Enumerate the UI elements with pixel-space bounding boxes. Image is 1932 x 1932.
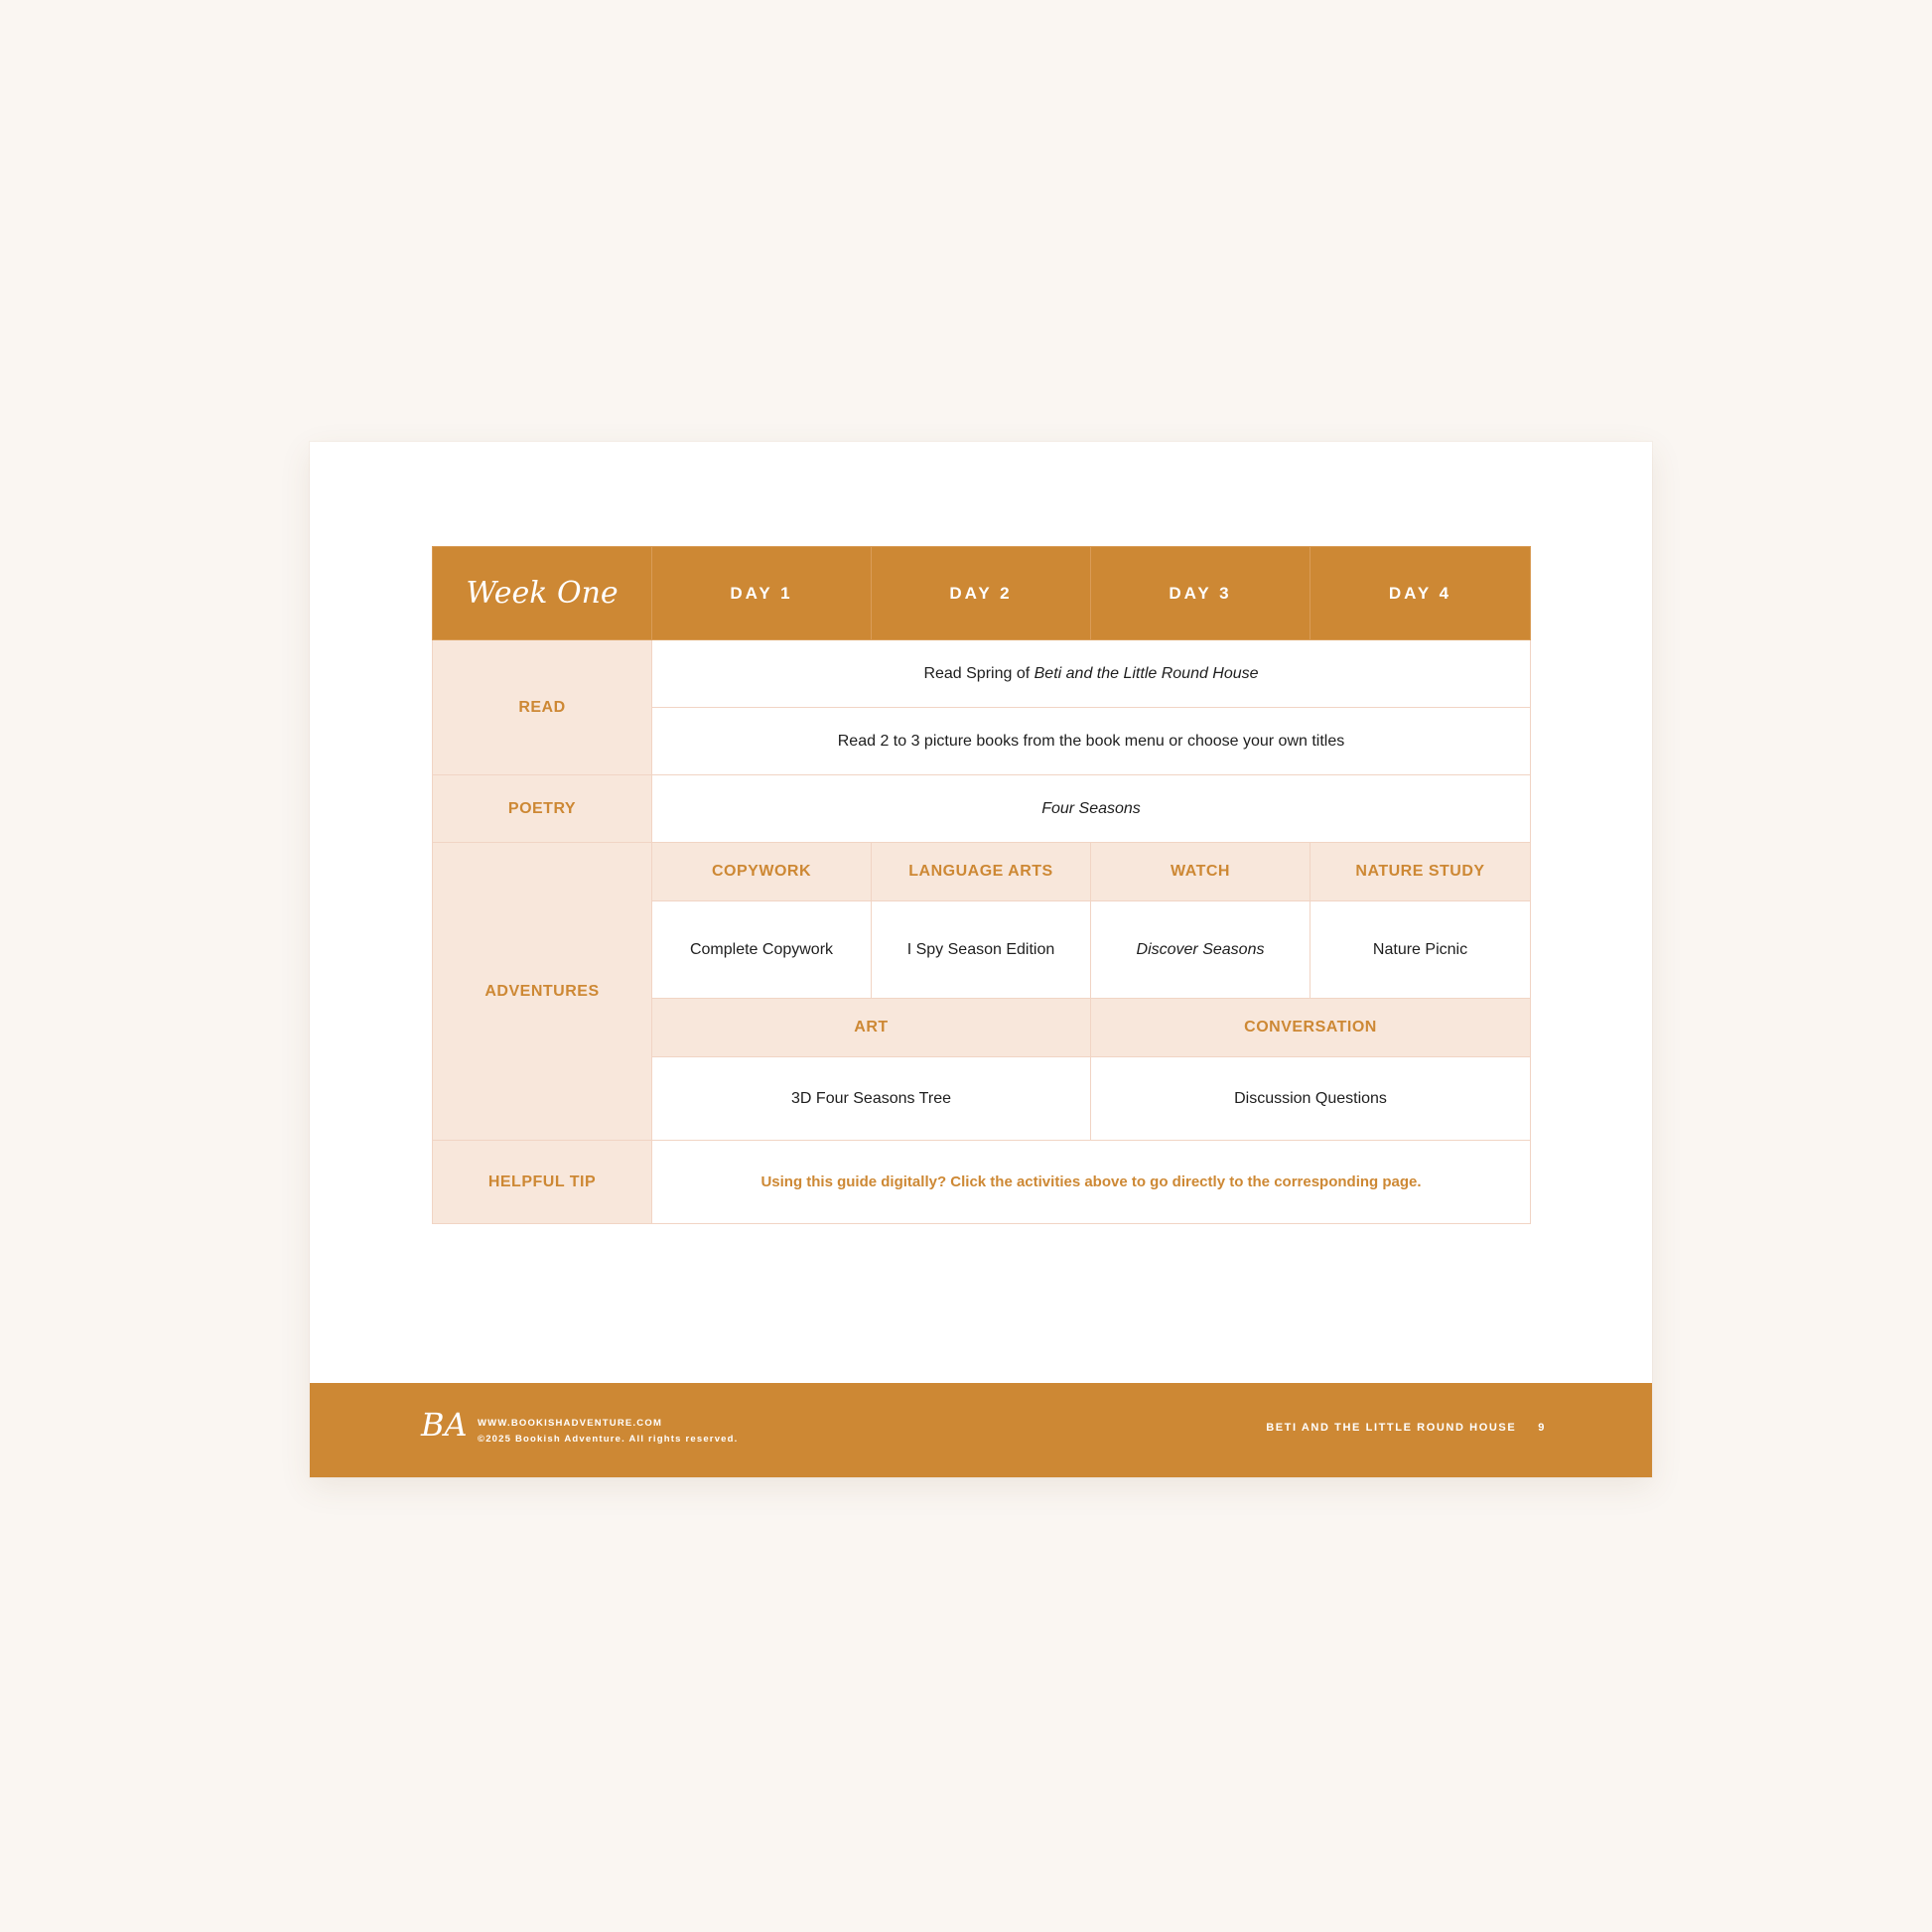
copyright-text: ©2025 Bookish Adventure. All rights reserved. <box>478 1434 739 1445</box>
copywork-item[interactable]: Complete Copywork <box>652 901 872 999</box>
art-item[interactable]: 3D Four Seasons Tree <box>652 1057 1091 1141</box>
read-label: READ <box>433 640 652 775</box>
footer-credits <box>478 1416 739 1448</box>
read-spring-item[interactable] <box>652 640 1531 708</box>
poetry-item[interactable]: Four Seasons <box>652 775 1531 843</box>
header-row <box>433 547 1531 640</box>
language-arts-item[interactable]: I Spy Season Edition <box>872 901 1091 999</box>
poetry-label: POETRY <box>433 775 652 843</box>
nature-study-header: NATURE STUDY <box>1311 843 1531 901</box>
picture-books-item[interactable]: Read 2 to 3 picture books from the book menu or choose your own titles <box>652 708 1531 775</box>
watch-item[interactable]: Discover Seasons <box>1091 901 1311 999</box>
week-title: Week One <box>433 547 652 640</box>
website-link[interactable]: WWW.BOOKISHADVENTURE.COM <box>478 1418 663 1429</box>
watch-header: WATCH <box>1091 843 1311 901</box>
read-row-1 <box>433 640 1531 708</box>
day-4-header: DAY 4 <box>1311 547 1531 640</box>
adventures-header-row-1 <box>433 843 1531 901</box>
read-spring-prefix: Read Spring of <box>923 664 1035 682</box>
conversation-header: CONVERSATION <box>1091 999 1531 1057</box>
copywork-header: COPYWORK <box>652 843 872 901</box>
footer-right <box>1266 1422 1546 1434</box>
page-footer <box>310 1383 1652 1477</box>
conversation-item[interactable]: Discussion Questions <box>1091 1057 1531 1141</box>
day-1-header: DAY 1 <box>652 547 872 640</box>
week-planner-table <box>432 546 1531 1224</box>
book-title: Beti and the Little Round House <box>1034 664 1259 682</box>
nature-study-item[interactable]: Nature Picnic <box>1311 901 1531 999</box>
document-page <box>310 442 1652 1477</box>
page-number: 9 <box>1538 1422 1546 1434</box>
art-header: ART <box>652 999 1091 1057</box>
helpful-tip-label: HELPFUL TIP <box>433 1141 652 1224</box>
tip-row <box>433 1141 1531 1224</box>
book-title-footer: BETI AND THE LITTLE ROUND HOUSE <box>1266 1422 1517 1434</box>
adventures-label: ADVENTURES <box>433 843 652 1141</box>
helpful-tip-text: Using this guide digitally? Click the activities above to go directly to the corresponding page. <box>652 1141 1531 1224</box>
day-3-header: DAY 3 <box>1091 547 1311 640</box>
poetry-row <box>433 775 1531 843</box>
day-2-header: DAY 2 <box>872 547 1091 640</box>
language-arts-header: LANGUAGE ARTS <box>872 843 1091 901</box>
bookish-adventure-logo: BA <box>421 1406 468 1444</box>
